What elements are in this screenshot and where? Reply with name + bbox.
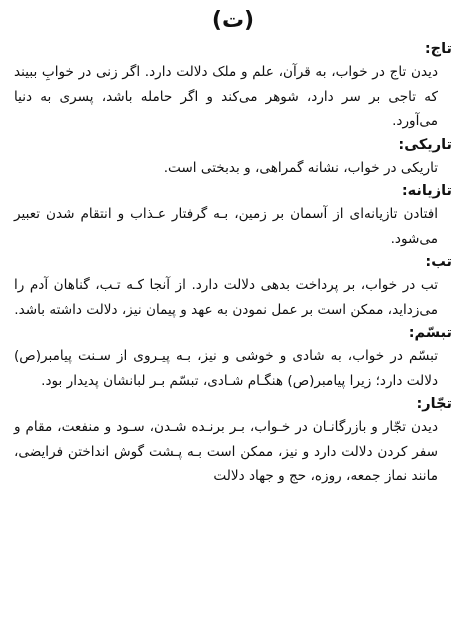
entry-taj (14, 38, 452, 134)
entry-title: تبسّم: (408, 325, 452, 341)
entry-tab (14, 251, 452, 322)
entry-title: تازیانه: (401, 183, 452, 199)
entry-tojjar (14, 393, 452, 489)
entry-body: تب در خواب، بر پرداخت بدهی دلالت دارد. از آنجا کـه تـب، گناهان آدم را می‌زداید، ممکن است بر عمل نمودن به عهد و پیمان نیز، دلالت داشته باشد. (14, 277, 438, 318)
entry-title: تب: (425, 254, 452, 270)
entry-title: تاریکی: (398, 136, 452, 153)
entry-body: تبسّم در خواب، به شادی و خوشی و نیز، بـه پیـروی از سـنت پیامبر(ص) دلالت دارد؛ زیرا پیامبر(ص) هنگـام شـادی، تبسّم بـر لبانشان پدیدار بود. (14, 348, 438, 389)
entry-body: دیدن تجّار و بازرگانـان در خـواب، بـر برنـده شـدن، سـود و منفعت، مقام و سفر کردن دلالت دارد و نیز، ممکن است بـه پـشت گوش انداختن فرایضی، مانند نماز جمعه، روزه، حج و جهاد دلالت (14, 419, 438, 484)
entry-title: تاج: (424, 41, 452, 57)
entry-body: تاریکی در خواب، نشانه گمراهی، و بدبختی است. (163, 159, 438, 176)
entry-tariki (14, 134, 452, 181)
entry-title: تجّار: (416, 396, 452, 412)
entry-body: افتادن تازیانه‌ای از آسمان بر زمین، بـه گرفتار عـذاب و انتقام شدن تعبیر می‌شود. (14, 206, 438, 247)
entry-tabassom (14, 322, 452, 393)
entry-body: دیدن تاج در خواب، به قرآن، علم و ملک دلالت دارد. اگر زنی در خوابِ ببیند که تاجی بر سر دارد، شوهر می‌کند و اگر حامله باشد، پسری به دنیا می‌آورد. (14, 64, 438, 129)
section-letter-heading: (ت) (211, 8, 255, 33)
entry-taziyaneh (14, 180, 452, 251)
